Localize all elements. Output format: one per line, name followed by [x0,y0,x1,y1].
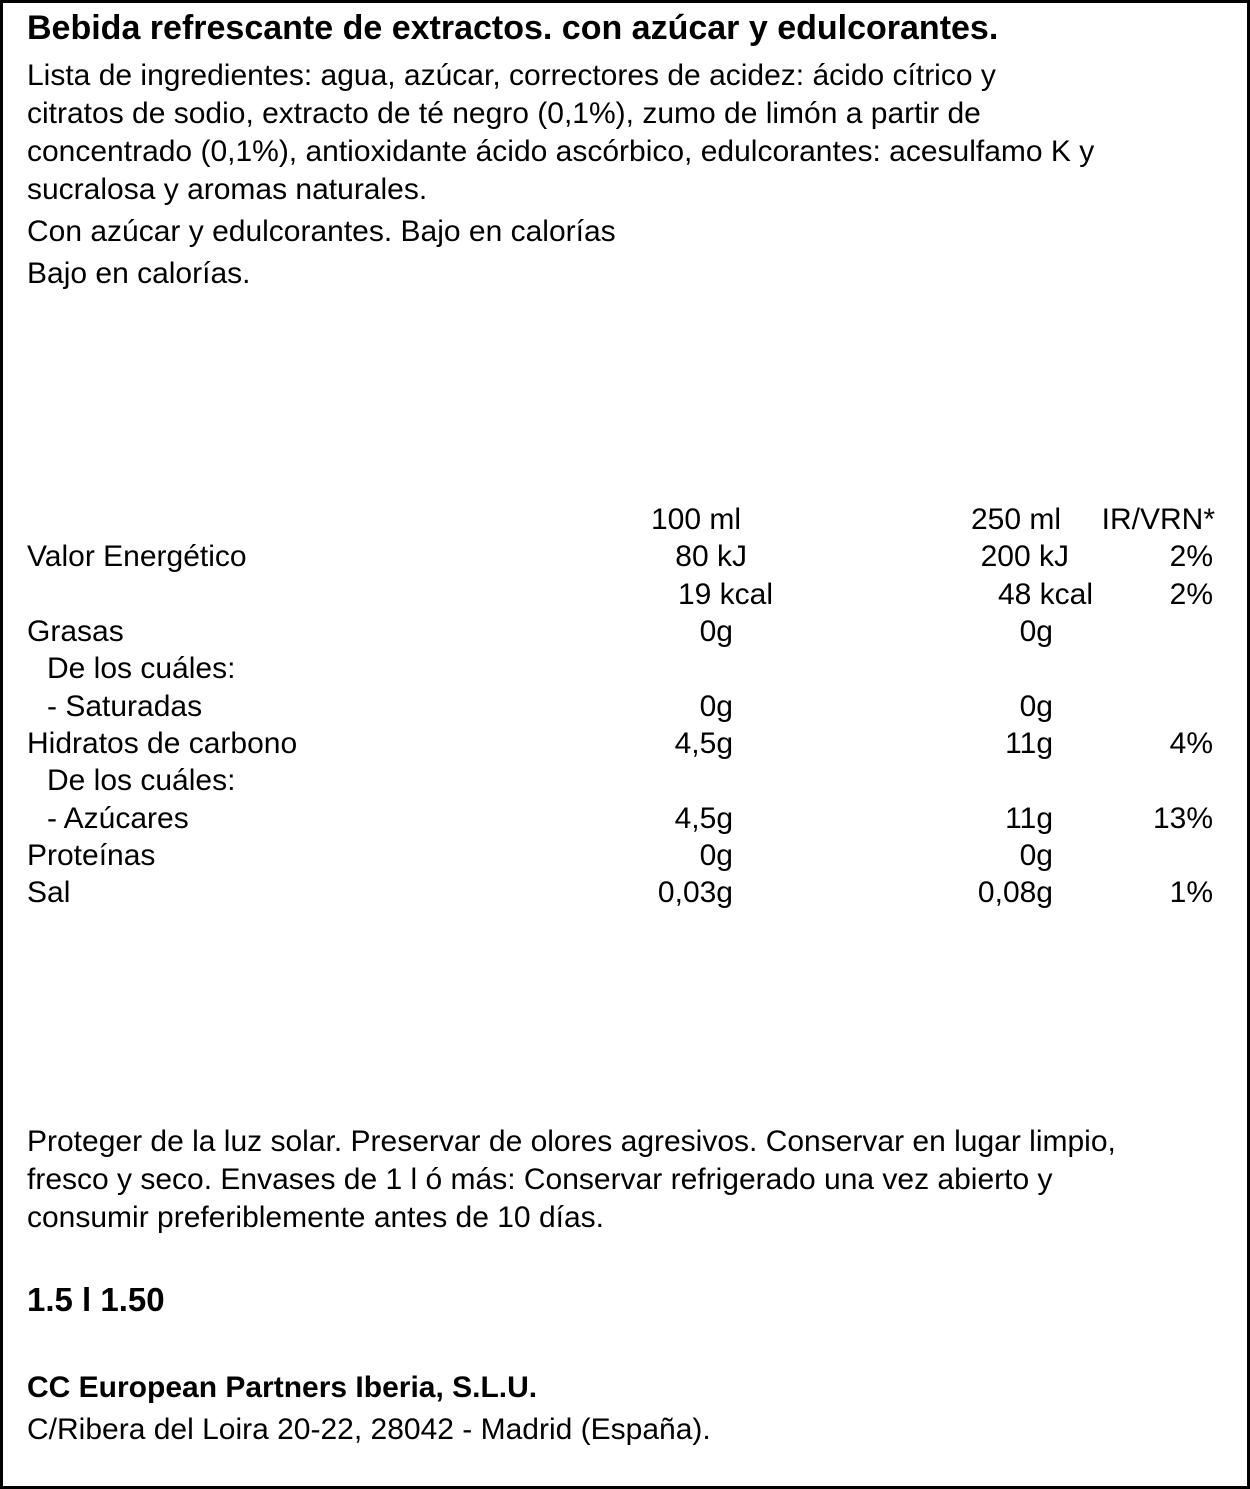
row-label-energy: Valor Energético [27,540,247,573]
protein-100ml: 0g [699,839,733,872]
storage-line: fresco y seco. Envases de 1 l ó más: Conservar refrigerado una vez abierto y [27,1163,1053,1196]
salt-100ml: 0,03g [657,876,733,909]
ingredients-block [27,57,1227,293]
row-label-of-which: De los cuáles: [47,652,236,685]
product-title: Bebida refrescante de extractos. con azúcar y edulcorantes. [27,9,999,47]
company-name: CC European Partners Iberia, S.L.U. [27,1371,538,1404]
column-header-ri: IR/VRN* [1101,503,1215,536]
volume-text: 1.5 l 1.50 [27,1281,165,1318]
row-label-fat: Grasas [27,615,124,648]
energy-kj-250ml: 200 kJ [980,540,1069,573]
sugars-100ml: 4,5g [674,802,733,835]
claim-sugar-sweeteners: Con azúcar y edulcorantes. Bajo en calorías [27,215,616,248]
storage-line: consumir preferiblemente antes de 10 días. [27,1201,604,1234]
carbohydrates-ri: 4% [1169,727,1213,760]
column-header-100ml: 100 ml [650,503,741,536]
sugars-ri: 13% [1152,802,1213,835]
saturates-100ml: 0g [699,690,733,723]
storage-instructions [27,1123,1227,1237]
energy-kcal-100ml: 19 kcal [677,578,773,611]
energy-kcal-ri: 2% [1169,578,1213,611]
row-label-salt: Sal [27,876,71,909]
row-label-sugars: - Azúcares [47,802,189,835]
saturates-250ml: 0g [1019,690,1053,723]
fat-250ml: 0g [1019,615,1053,648]
claim-low-calories: Bajo en calorías. [27,257,251,290]
protein-250ml: 0g [1019,839,1053,872]
row-label-saturates: - Saturadas [47,690,203,723]
row-label-protein: Proteínas [27,839,156,872]
carbohydrates-100ml: 4,5g [674,727,733,760]
carbohydrates-250ml: 11g [1005,727,1053,760]
salt-ri: 1% [1169,876,1213,909]
salt-250ml: 0,08g [977,876,1053,909]
ingredients-line: sucralosa y aromas naturales. [27,173,428,206]
ingredients-line: concentrado (0,1%), antioxidante ácido ascórbico, edulcorantes: acesulfamo K y [27,135,1095,168]
storage-line: Proteger de la luz solar. Preservar de olores agresivos. Conservar en lugar limpio, [27,1125,1116,1158]
energy-kcal-250ml: 48 kcal [997,578,1093,611]
column-header-250ml: 250 ml [970,503,1061,536]
row-label-carbohydrates: Hidratos de carbono [27,727,298,760]
row-label-of-which: De los cuáles: [47,764,236,797]
energy-kj-100ml: 80 kJ [675,540,747,573]
company-address: C/Ribera del Loira 20-22, 28042 - Madrid (España). [27,1413,711,1446]
sugars-250ml: 11g [1005,802,1053,835]
fat-100ml: 0g [699,615,733,648]
ingredients-line: citratos de sodio, extracto de té negro (0,1%), zumo de limón a partir de [27,97,981,130]
ingredients-line: Lista de ingredientes: agua, azúcar, correctores de acidez: ácido cítrico y [27,59,996,92]
energy-kj-ri: 2% [1169,540,1213,573]
